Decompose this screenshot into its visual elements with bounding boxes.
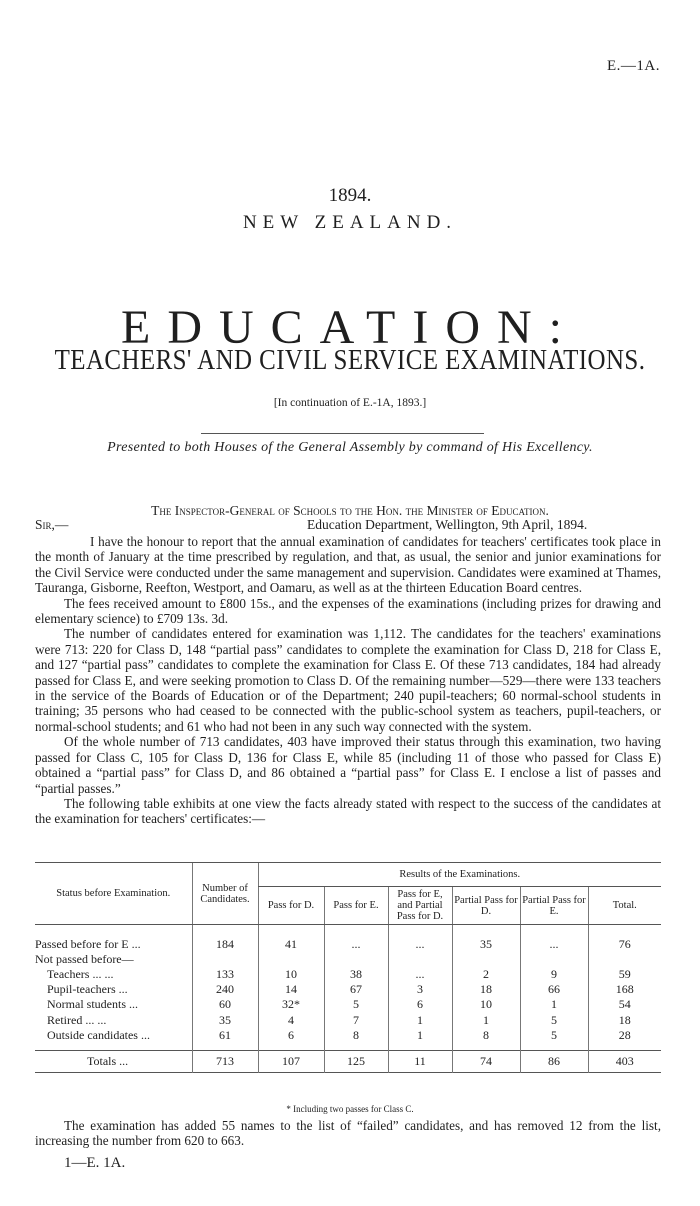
table-cell	[588, 952, 661, 967]
table-cell: 28	[588, 1028, 661, 1043]
table-cell: ...	[520, 937, 588, 952]
row-label: Teachers ... ...	[47, 966, 114, 981]
letter-salutation: Sir,—	[35, 517, 69, 532]
table-cell: 14	[258, 982, 324, 997]
closing-paragraph: The examination has added 55 names to the list of “failed” candidates, and has removed 12 from the list, increasing the number from 620 to 663.	[35, 1118, 661, 1149]
document-reference: E.—1A.	[607, 58, 660, 74]
table-cell: 1	[452, 1013, 520, 1028]
results-table	[35, 862, 661, 1076]
table-cell: 32*	[258, 997, 324, 1012]
table-cell: 3	[388, 982, 452, 997]
totals-cell: 86	[520, 1051, 588, 1073]
table-cell: 10	[258, 967, 324, 982]
letter-heading: The Inspector-General of Schools to the Hon. the Minister of Education.	[151, 503, 549, 518]
header-partial-d: Partial Pass for D.	[452, 887, 520, 925]
table-cell: 9	[520, 967, 588, 982]
table-cell: 1	[388, 1013, 452, 1028]
table-cell: 60	[192, 997, 258, 1012]
table-cell: 1	[520, 997, 588, 1012]
paragraph-2: The fees received amount to £800 15s., and the expenses of the examinations (including prizes for drawing and elementary science) to £709 13s. 3d.	[35, 595, 661, 627]
paragraph-5: The following table exhibits at one view the facts already stated with respect to the success of the candidates at the examination for teachers' certificates:—	[35, 795, 661, 827]
table-cell: 35	[192, 1013, 258, 1028]
row-label: Retired ... ...	[47, 1012, 107, 1027]
totals-label: Totals ...	[35, 1051, 192, 1073]
table-cell: 76	[588, 937, 661, 952]
closing-text	[35, 1118, 661, 1149]
table-cell: ...	[388, 937, 452, 952]
table-cell	[388, 952, 452, 967]
table-cell: 35	[452, 937, 520, 952]
table-cell: 10	[452, 997, 520, 1012]
table-cell: 18	[452, 982, 520, 997]
document-country: NEW ZEALAND.	[242, 212, 458, 233]
table-cell: 8	[452, 1028, 520, 1043]
table-row	[35, 982, 661, 997]
table-row	[35, 997, 661, 1012]
table-cell: 41	[258, 937, 324, 952]
table-cell	[324, 952, 388, 967]
table-cell: 133	[192, 967, 258, 982]
table-cell	[452, 952, 520, 967]
table-cell: 6	[258, 1028, 324, 1043]
totals-cell: 403	[588, 1051, 661, 1073]
paragraph-3: The number of candidates entered for examination was 1,112. The candidates for the teachers' examinations were 713: 220 for Class D, 148 “partial pass” candidates to complete the examination for Class D, 218 for Class E, and 127 “partial pass” candidates to complete the examination for Class E. Of these 713 candidates, 184 had already passed for Class E, and were seeking promotion to Class D. Of the remaining number—529—there were 133 teachers in the service of the Boards of Education or of the Department; 240 pupil-teachers; 60 normal-school students in training; 35 persons who had ceased to be connected with the public-school system as teachers, pupil-teachers, or normal-school students; and 61 who had not been in any such way connected with the system.	[35, 626, 661, 734]
table-cell: 168	[588, 982, 661, 997]
table-cell: 5	[324, 997, 388, 1012]
totals-cell: 713	[192, 1051, 258, 1073]
presented-line: Presented to both Houses of the General Assembly by command of His Excellency.	[107, 440, 593, 455]
letter-body	[35, 534, 661, 827]
table-cell: 59	[588, 967, 661, 982]
table-row	[35, 967, 661, 982]
header-partial-e: Partial Pass for E.	[520, 887, 588, 925]
document-subtitle: TEACHERS' AND CIVIL SERVICE EXAMINATIONS.	[54, 344, 646, 376]
table-cell	[520, 952, 588, 967]
header-pass-d: Pass for D.	[258, 887, 324, 925]
continuation-note: [In continuation of E.-1A, 1893.]	[273, 397, 427, 409]
header-number: Number of Candidates.	[192, 863, 258, 925]
totals-cell: 74	[452, 1051, 520, 1073]
totals-cell: 11	[388, 1051, 452, 1073]
table-cell	[258, 952, 324, 967]
table-cell: 4	[258, 1013, 324, 1028]
row-label: Normal students ...	[47, 997, 138, 1012]
row-label: Pupil-teachers ...	[47, 982, 128, 997]
table-cell: 1	[388, 1028, 452, 1043]
row-label: Outside candidates ...	[47, 1027, 150, 1042]
header-results: Results of the Examinations.	[258, 863, 661, 887]
table-cell: 61	[192, 1028, 258, 1043]
table-cell: 38	[324, 967, 388, 982]
paragraph-4: Of the whole number of 713 candidates, 403 have improved their status through this examination, two having passed for Class C, 105 for Class D, 136 for Class E, while 85 (including 11 of those who passed for Class E) obtained a “partial pass” for Class D, and 86 obtained a “partial pass” for Class E. I enclose a list of passes and “partial passes.”	[35, 734, 661, 796]
table-row	[35, 952, 661, 967]
document-title: EDUCATION:	[121, 301, 579, 354]
title-rule	[201, 433, 484, 434]
table-row	[35, 1028, 661, 1043]
table-row	[35, 937, 661, 952]
totals-cell: 125	[324, 1051, 388, 1073]
table-cell: 6	[388, 997, 452, 1012]
table-footnote: * Including two passes for Class C.	[286, 1104, 414, 1114]
table-cell: 184	[192, 937, 258, 952]
table-cell: 8	[324, 1028, 388, 1043]
table-cell: 66	[520, 982, 588, 997]
row-label: Passed before for E ...	[35, 936, 141, 951]
header-pass-e: Pass for E.	[324, 887, 388, 925]
header-pass-e-partial-d: Pass for E, and Partial Pass for D.	[388, 887, 452, 925]
page-mark: 1—E. 1A.	[64, 1155, 126, 1171]
header-total: Total.	[588, 887, 661, 925]
table-cell: 5	[520, 1013, 588, 1028]
table-cell: ...	[388, 967, 452, 982]
table-cell: 2	[452, 967, 520, 982]
table-cell: 7	[324, 1013, 388, 1028]
table-cell: 240	[192, 982, 258, 997]
table-row	[35, 1013, 661, 1028]
document-year: 1894.	[328, 185, 372, 206]
header-status: Status before Examination.	[35, 863, 192, 925]
table-cell: ...	[324, 937, 388, 952]
totals-row	[35, 1051, 661, 1073]
totals-cell: 107	[258, 1051, 324, 1073]
table-cell	[192, 952, 258, 967]
paragraph-1: I have the honour to report that the annual examination of candidates for teachers' certificates took place in the month of January at the time prescribed by regulation, and that, as usual, the senior and junior examinations for the Civil Service were conducted under the same management and supervision. Candidates were examined at Thames, Tauranga, Gisborne, Reefton, Westport, and Oamaru, as well as at the thirteen Education Board centres.	[35, 534, 661, 596]
table-cell: 54	[588, 997, 661, 1012]
letter-address: Education Department, Wellington, 9th April, 1894.	[307, 517, 588, 532]
table-cell: 67	[324, 982, 388, 997]
row-label: Not passed before—	[35, 951, 134, 966]
table-cell: 18	[588, 1013, 661, 1028]
table-cell: 5	[520, 1028, 588, 1043]
